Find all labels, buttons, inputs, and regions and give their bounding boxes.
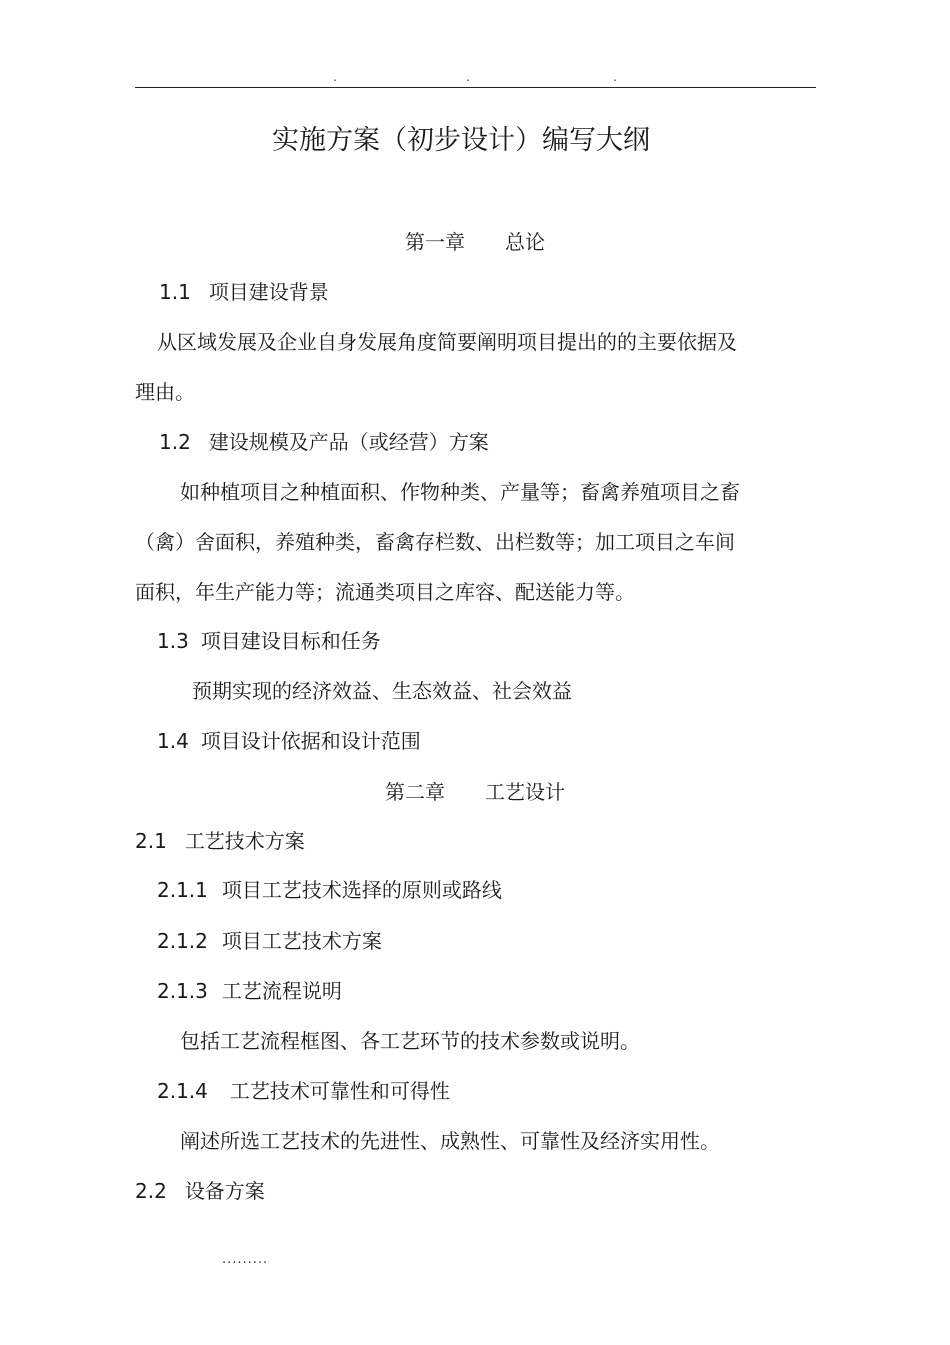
section-number: 1.2 (159, 430, 191, 454)
section-title: 设备方案 (184, 1179, 265, 1203)
header-dot: . (466, 70, 470, 84)
section-title: 项目工艺技术方案 (221, 929, 382, 953)
header-rule (135, 87, 816, 88)
paragraph-line: 从区域发展及企业自身发展角度简要阐明项目提出的的主要依据及 (157, 330, 737, 354)
header-dot: . (333, 70, 337, 84)
document-title: 实施方案（初步设计）编写大纲 (272, 125, 650, 156)
section-number: 1.3 (157, 629, 189, 653)
chapter-name: 工艺设计 (485, 780, 565, 804)
paragraph-line: 如种植项目之种植面积、作物种类、产量等；畜禽养殖项目之畜 (180, 480, 740, 504)
section-number: 2.2 (135, 1179, 167, 1203)
section-2-1-heading (135, 828, 305, 854)
chapter-label: 第二章 (385, 780, 445, 804)
section-1-3-heading (157, 628, 381, 654)
chapter-1-heading (0, 229, 950, 255)
section-2-1-2-heading (157, 928, 382, 954)
section-number: 2.1.4 (157, 1079, 208, 1103)
paragraph-line: 预期实现的经济效益、生态效益、社会效益 (192, 679, 572, 703)
chapter-2-heading (0, 779, 950, 805)
section-number: 1.1 (159, 280, 191, 304)
section-title: 项目设计依据和设计范围 (200, 729, 421, 753)
section-title: 项目工艺技术选择的原则或路线 (221, 878, 502, 902)
section-title: 项目建设目标和任务 (200, 629, 381, 653)
section-title: 建设规模及产品（或经营）方案 (208, 430, 489, 454)
section-2-2-heading (135, 1178, 265, 1204)
page-header-dots (0, 70, 950, 84)
paragraph-line: 面积，年生产能力等；流通类项目之库容、配送能力等。 (135, 580, 635, 604)
section-number: 2.1.1 (157, 878, 208, 902)
chapter-label: 第一章 (405, 230, 465, 254)
paragraph-line: 阐述所选工艺技术的先进性、成熟性、可靠性及经济实用性。 (180, 1129, 720, 1153)
section-title: 项目建设背景 (208, 280, 329, 304)
section-number: 1.4 (157, 729, 189, 753)
section-number: 2.1.2 (157, 929, 208, 953)
section-2-1-3-heading (157, 978, 342, 1004)
section-2-1-4-heading (157, 1078, 450, 1104)
section-1-2-heading (159, 429, 489, 455)
section-number: 2.1 (135, 829, 167, 853)
page-footer-dots: ......... (222, 1252, 269, 1267)
paragraph-line: 理由。 (135, 380, 195, 404)
section-title: 工艺技术可靠性和可得性 (229, 1079, 450, 1103)
section-2-1-1-heading (157, 877, 502, 903)
section-number: 2.1.3 (157, 979, 208, 1003)
paragraph-line: （禽）舍面积，养殖种类，畜禽存栏数、出栏数等；加工项目之车间 (135, 530, 735, 554)
section-title: 工艺流程说明 (221, 979, 342, 1003)
section-title: 工艺技术方案 (184, 829, 305, 853)
section-1-1-heading (159, 279, 329, 305)
section-1-4-heading (157, 728, 421, 754)
chapter-name: 总论 (505, 230, 545, 254)
header-dot: . (613, 70, 617, 84)
paragraph-line: 包括工艺流程框图、各工艺环节的技术参数或说明。 (180, 1029, 640, 1053)
